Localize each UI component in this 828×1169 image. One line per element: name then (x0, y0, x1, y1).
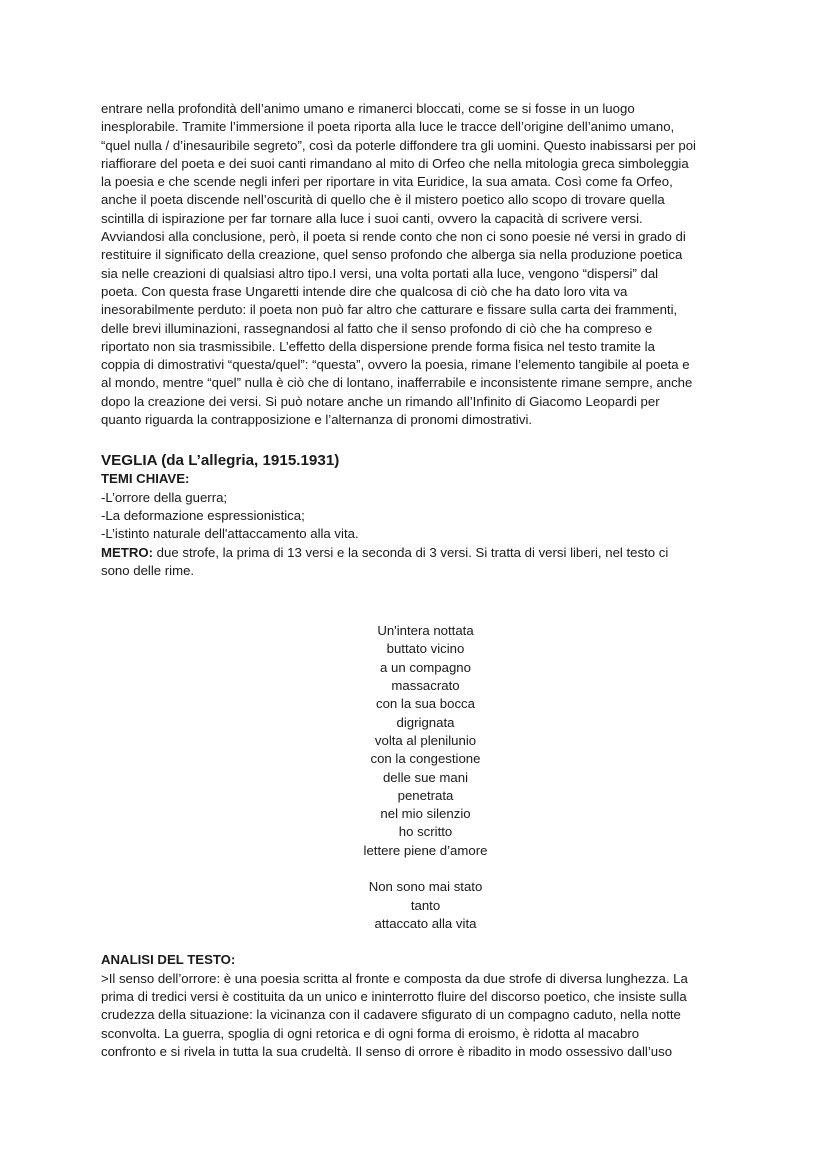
poem-line: nel mio silenzio (380, 806, 471, 822)
poem-line: ho scritto (398, 824, 453, 840)
analysis-paragraph: >Il senso dell’orrore: è una poesia scritta al fronte e composta da due strofe di diversa lunghezza. La prima di tredici versi è costituita da un unico e ininterrotto fluire del discorso poetico, che insiste sulla crudezza della situazione: la vicinanza con il cadavere sfigurato di un compagno caduto, nella notte sconvolta. La guerra, spoglia di ogni retorica e di ogni forma di eroismo, è ridotta al macabro confronto e si rivela in tutta la sua crudeltà. Il senso di orrore è ribadito in modo ossessivo dall’uso (101, 970, 688, 1059)
metro-text: due strofe, la prima di 13 versi e la seconda di 3 versi. Si tratta di versi liberi, nel testo ci sono delle rime. (101, 544, 669, 578)
themes-label: TEMI CHIAVE: (101, 471, 190, 487)
poem-line: volta al plenilunio (374, 732, 477, 748)
poem-line: con la congestione (370, 751, 481, 767)
metro-label: METRO: (101, 544, 154, 560)
poem-line: attaccato alla vita (374, 915, 477, 931)
poem-line: buttato vicino (386, 641, 465, 657)
metro-line (101, 544, 762, 581)
theme-item: -L’orrore della guerra; (101, 489, 228, 505)
analysis-title: ANALISI DEL TESTO: (101, 952, 236, 968)
section-title: VEGLIA (da L’allegria, 1915.1931) (101, 452, 340, 470)
poem-line: Un'intera nottata (377, 623, 474, 639)
poem-line: a un compagno (380, 659, 471, 675)
theme-item: -La deformazione espressionistica; (101, 507, 305, 523)
poem-line: tanto (410, 897, 441, 913)
poem-line: delle sue mani (382, 769, 469, 785)
themes-block (101, 470, 762, 580)
poem-stanza-2 (101, 878, 750, 933)
poem-line: Non sono mai stato (368, 879, 483, 895)
poem-line: digrignata (396, 714, 455, 730)
poem-line: lettere piene d’amore (363, 842, 488, 858)
intro-paragraph: entrare nella profondità dell’animo umano e rimanerci bloccati, come se si fosse in un luogo inesplorabile. Tramite l’immersione il poeta riporta alla luce le tracce dell’origine dell’animo umano, “quel nulla / d’inesauribile segreto”, così da poterle diffondere tra gli uomini. Questo inabissarsi per poi riaffiorare del poeta e dei suoi canti rimandano al mito di Orfeo che nella mitologia greca simboleggia la poesia e che scende negli inferi per riportare in vita Euridice, la sua amata. Così come fa Orfeo, anche il poeta discende nell’oscurità di quello che è il mistero poetico allo scopo di trovare quella scintilla di ispirazione per far tornare alla luce i suoi canti, ovvero la capacità di scrivere versi. Avviandosi alla conclusione, però, il poeta si rende conto che non ci sono poesie né versi in grado di restituire il significato della creazione, quel senso profondo che alberga sia nella produzione poetica sia nelle creazioni di qualsiasi altro tipo.I versi, una volta portati alla luce, vengono “dispersi” dal poeta. Con questa frase Ungaretti intende dire che qualcosa di ciò che ha dato loro vita va inesorabilmente perduto: il poeta non può far altro che catturare e fissare sulla carta dei frammenti, delle brevi illuminazioni, rassegnandosi al fatto che il senso profondo di ciò che ha compreso e riportato non sia trasmissibile. L’effetto della dispersione prende forma fisica nel testo tramite la coppia di dimostrativi “questa/quel”: “questa”, ovvero la poesia, rimane l’elemento tangibile al poeta e al mondo, mentre “quel” nulla è ciò che di lontano, inafferrabile e inconsistente rimane sempre, anche dopo la creazione dei versi. Si può notare anche un rimando all’Infinito di Giacomo Leopardi per quanto riguarda la contrapposizione e l’alternanza di pronomi dimostrativi. (101, 101, 696, 428)
theme-item: -L’istinto naturale dell'attaccamento alla vita. (101, 526, 359, 542)
poem-stanza-1 (101, 622, 750, 860)
poem (101, 622, 762, 933)
poem-line: penetrata (397, 787, 454, 803)
poem-line: massacrato (391, 678, 460, 694)
poem-line: con la sua bocca (376, 696, 475, 712)
